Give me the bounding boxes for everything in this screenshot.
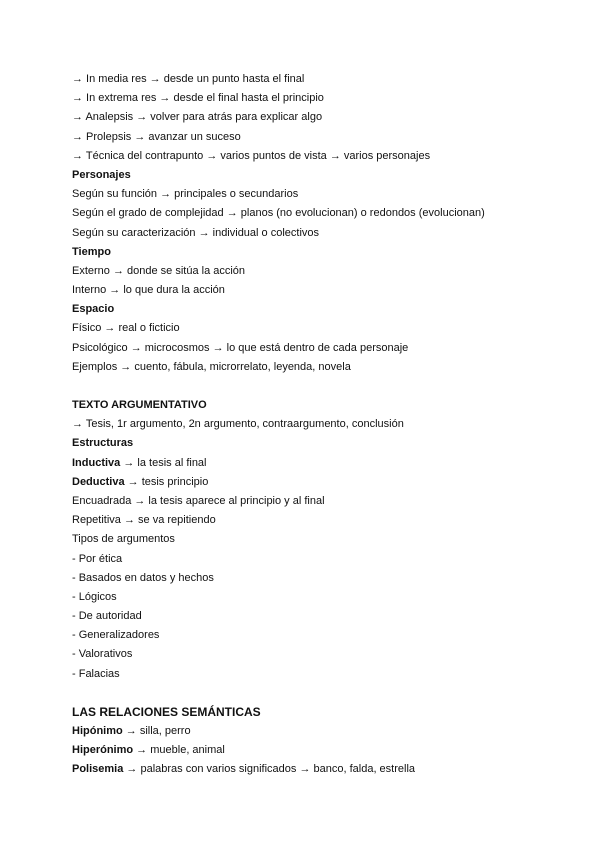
section-spacer xyxy=(72,684,572,702)
tipo-item: - Generalizadores xyxy=(72,629,160,642)
deductiva-text: → tesis principio xyxy=(124,475,209,488)
espacio-line: Físico → real o ficticio xyxy=(72,322,180,335)
hiperonimo-line xyxy=(72,741,572,760)
tiempo-line: Interno → lo que dura la acción xyxy=(72,284,225,297)
espacio-line: Psicológico → microcosmos → lo que está dentro de cada personaje xyxy=(72,341,409,354)
repetitiva-line: Repetitiva → se va repitiendo xyxy=(72,514,216,527)
hiperonimo-text: → mueble, animal xyxy=(133,744,225,756)
tipo-item: - Basados en datos y hechos xyxy=(72,571,214,584)
tipo-item: - Por ética xyxy=(72,552,123,565)
espacio-line: Ejemplos → cuento, fábula, microrrelato, leyenda, novela xyxy=(72,360,351,373)
polisemia-text: → palabras con varios significados → banco, falda, estrella xyxy=(123,763,416,776)
document-page xyxy=(72,70,572,779)
technique-line: → In extrema res → desde el final hasta el principio xyxy=(72,92,324,105)
deductiva-line xyxy=(72,473,572,492)
inductiva-term: Inductiva xyxy=(72,456,121,469)
deductiva-term: Deductiva xyxy=(72,475,125,488)
encuadrada-line: Encuadrada → la tesis aparece al principio y al final xyxy=(72,494,325,507)
personajes-line: Según su función → principales o secundarios xyxy=(72,188,299,201)
espacio-heading: Espacio xyxy=(72,303,115,316)
technique-line: → Técnica del contrapunto → varios puntos de vista → varios personajes xyxy=(72,149,431,162)
tipos-heading: Tipos de argumentos xyxy=(72,533,175,546)
hiponimo-text: → silla, perro xyxy=(122,724,191,737)
hiponimo-line xyxy=(72,722,572,741)
tiempo-line: Externo → donde se sitúa la acción xyxy=(72,264,246,277)
polisemia-line xyxy=(72,760,572,779)
tipo-item: - De autoridad xyxy=(72,610,142,623)
technique-line: → Prolepsis → avanzar un suceso xyxy=(72,130,241,143)
tiempo-heading: Tiempo xyxy=(72,245,111,258)
semanticas-title: LAS RELACIONES SEMÁNTICAS xyxy=(72,704,261,719)
tipo-item: - Lógicos xyxy=(72,590,117,603)
personajes-heading: Personajes xyxy=(72,168,131,181)
personajes-line: Según su caracterización → individual o colectivos xyxy=(72,226,320,239)
inductiva-text: → la tesis al final xyxy=(120,456,207,469)
polisemia-term: Polisemia xyxy=(72,763,124,776)
personajes-line: Según el grado de complejidad → planos (no evolucionan) o redondos (evolucionan) xyxy=(72,207,485,220)
inductiva-line xyxy=(72,454,572,473)
argumentativo-title: TEXTO ARGUMENTATIVO xyxy=(72,399,207,411)
estructura-line: → Tesis, 1r argumento, 2n argumento, contraargumento, conclusión xyxy=(72,418,404,431)
hiperonimo-term: Hiperónimo xyxy=(72,744,134,756)
section-spacer xyxy=(72,377,572,396)
technique-line: → In media res → desde un punto hasta el final xyxy=(72,73,305,85)
tipo-item: - Falacias xyxy=(72,667,120,680)
estructuras-heading: Estructuras xyxy=(72,437,134,450)
hiponimo-term: Hipónimo xyxy=(72,724,123,737)
tipo-item: - Valorativos xyxy=(72,648,133,661)
technique-line: → Analepsis → volver para atrás para explicar algo xyxy=(72,111,323,124)
